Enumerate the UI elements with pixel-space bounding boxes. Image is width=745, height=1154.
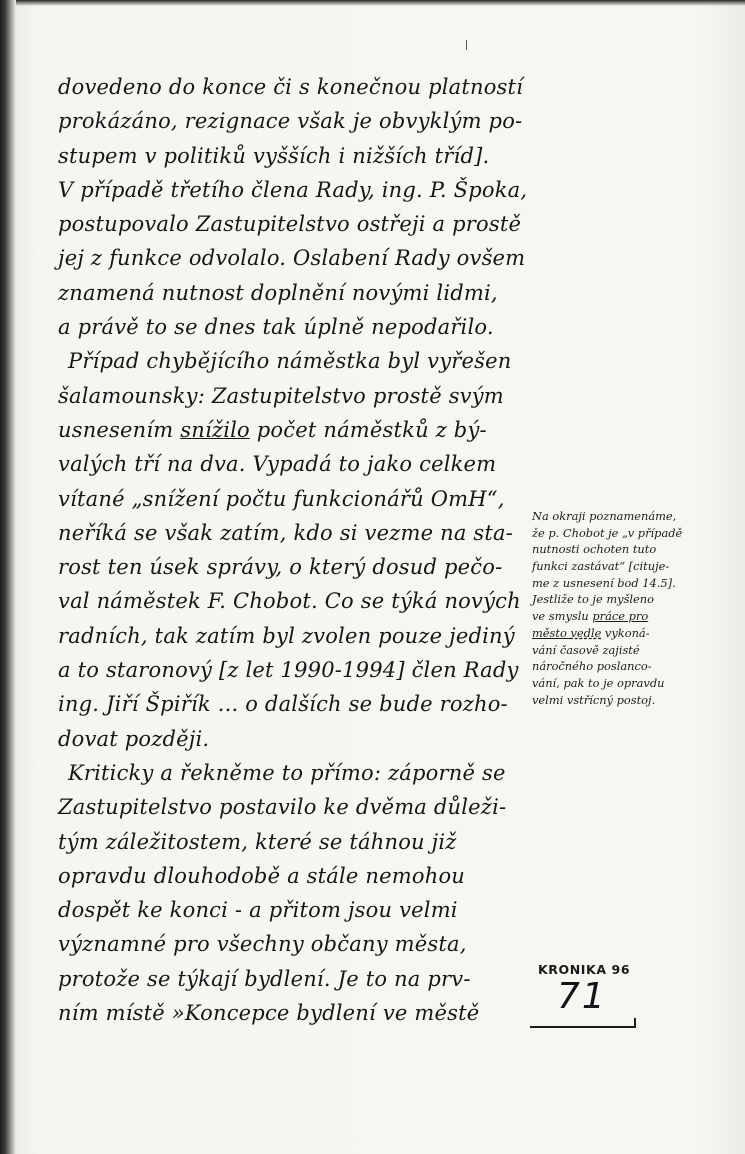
underlined-phrase: práce pro [592,609,649,624]
text-line: tým záležitostem, které se táhnou již [58,829,457,854]
text-fragment: usnesením [58,417,181,442]
underlined-word: ilo [223,417,250,442]
note-line: Jestliže to je myšleno [532,592,654,607]
text-line: Zastupitelstvo postavilo ke dvěma důleži- [58,795,507,820]
text-line: opravdu dlouhodobě a stále nemohou [58,863,466,888]
note-line: funkci zastávat“ [cituje- [532,559,670,574]
text-line: radních, tak zatím byl zvolen pouze jediný [58,623,515,648]
text-line: dovedeno do konce či s konečnou platností [58,75,524,99]
note-line [532,625,737,642]
text-line: postupovalo Zastupitelstvo ostřeji a prostě [58,212,522,237]
page-number: 71 [557,976,607,1017]
page-number-frame [530,1018,636,1028]
text-line: Kriticky a řekněme to přímo: záporně se [68,760,506,785]
text-line: a právě to se dnes tak úplně nepodařilo. [58,315,494,340]
text-line: šalamounsky: Zastupitelstvo prostě svým [58,383,504,408]
text-line [58,413,538,447]
text-fragment: počet náměstků z bý- [249,417,487,442]
text-line: prokázáno, rezignace však je obvyklým po- [58,109,523,134]
text-line: valých tří na dva. Vypadá to jako celkem [58,452,497,477]
text-line: stupem v politiků vyšších i nižších tříd]. [58,143,490,168]
dash-underlined-word: vedle [570,625,602,640]
text-line: V případě třetího člena Rady, ing. P. Špoka, [58,177,528,202]
note-line: vání, pak to je opravdu [532,675,665,690]
text-line: znamená nutnost doplnění novými lidmi, [58,280,498,305]
underlined-word: sníž [180,417,224,442]
note-line: vání časově zajisté [532,642,640,657]
text-line: dovat později. [58,726,210,751]
text-line: významné pro všechny občany města, [58,932,467,957]
underlined-word: město [532,625,571,640]
main-handwritten-text [58,70,538,1030]
note-fragment: vykoná- [601,625,650,640]
page-top-edge [16,0,745,6]
note-line: velmi vstřícný postoj. [532,692,656,707]
note-line: že p. Chobot je „v případě [532,525,683,540]
text-line: rost ten úsek správy, o který dosud pečo- [58,555,503,580]
text-line: Případ chybějícího náměstka byl vyřešen [68,349,512,374]
text-line: dospět ke konci - a přitom jsou velmi [58,898,458,923]
note-line: Na okraji poznamenáme, [532,509,677,523]
margin-note [532,508,737,708]
note-fragment: ve smyslu [532,609,593,624]
note-line: náročného poslanco- [532,659,652,674]
text-line: ing. Jiří Špiřík ... o dalších se bude rozho- [58,692,508,717]
text-line: val náměstek F. Chobot. Co se týká nových [58,589,521,614]
note-line: me z usnesení bod 14.5]. [532,575,676,590]
pencil-mark [466,40,467,50]
text-line: vítané „snížení počtu funkcionářů OmH“, [58,486,505,511]
text-line: jej z funkce odvolalo. Oslabení Rady ovšem [58,246,526,271]
book-binding-shadow [0,0,16,1154]
text-line: ním místě »Koncepce bydlení ve městě [58,1001,480,1026]
chronicle-label: KRONIKA 96 [538,962,631,977]
text-line: a to staronový [z let 1990-1994] člen Rady [58,658,519,683]
note-line [532,608,737,625]
text-line: neříká se však zatím, kdo si vezme na sta- [58,520,514,545]
note-line: nutnosti ochoten tuto [532,542,657,557]
text-line: protože se týkají bydlení. Je to na prv- [58,966,471,991]
